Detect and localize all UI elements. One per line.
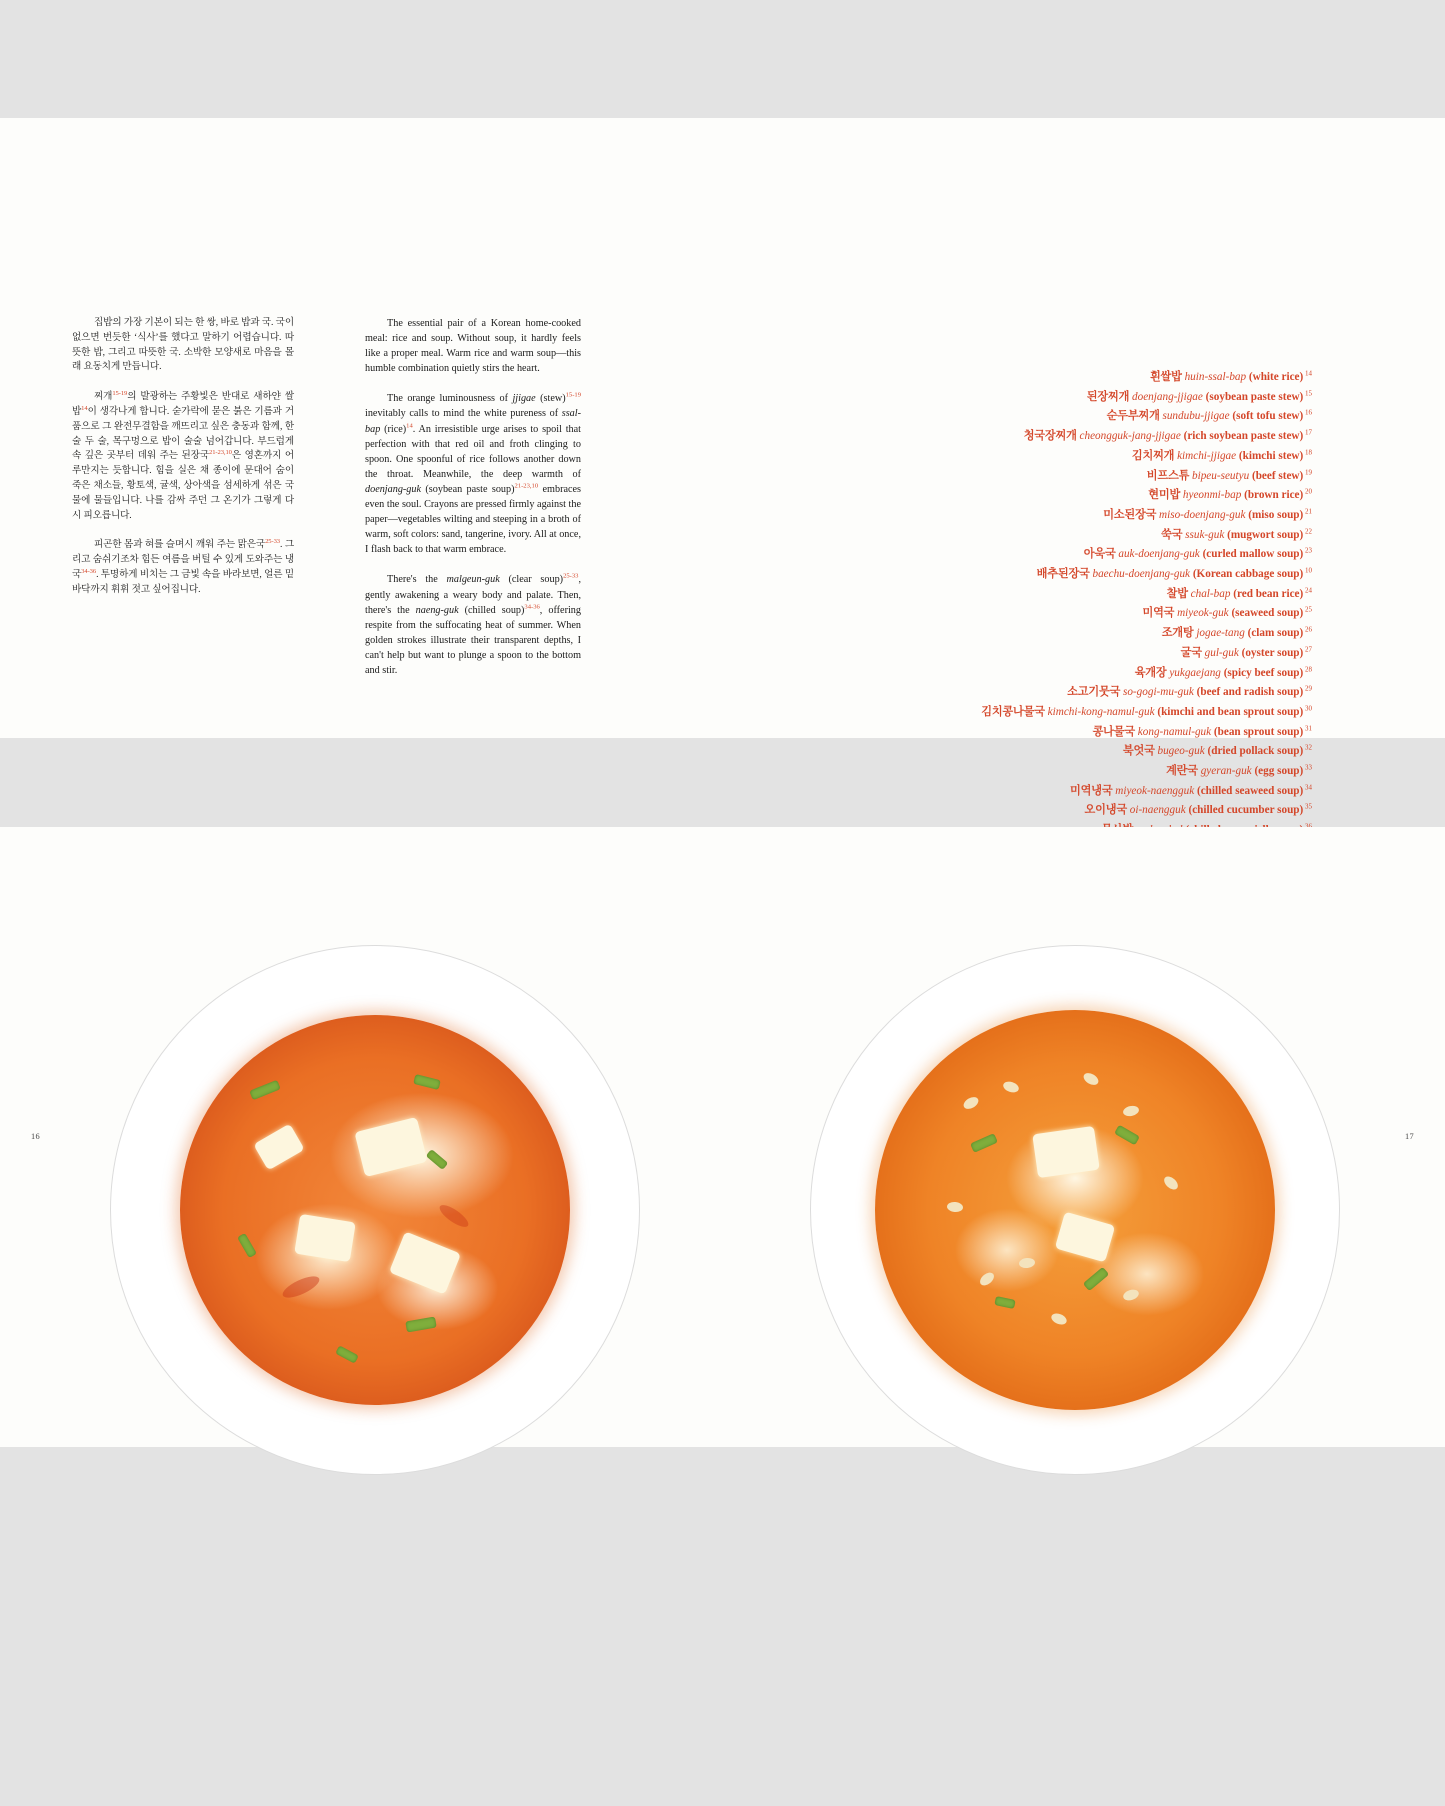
dish-index-entry [712,407,1312,427]
dish-index-number: 14 [1303,369,1312,378]
dish-index-number: 17 [1303,428,1312,437]
chili-fleck [437,1201,472,1230]
dish-english-name: (seaweed soup) [1228,607,1304,620]
dish-index-entry [712,762,1312,782]
dish-korean-name: 굴국 [1180,646,1202,659]
dish-index-entry [712,506,1312,526]
tofu-piece [253,1124,304,1171]
dish-index-entry [712,545,1312,565]
scallion-slice [335,1346,359,1364]
dish-index-entry [712,703,1312,723]
dish-index-entry [712,565,1312,585]
dish-english-name: (chilled cucumber soup) [1185,804,1304,817]
dish-index-entry [712,526,1312,546]
dish-index-number: 16 [1303,408,1312,417]
dish-romanized-name: bugeo-guk [1154,745,1205,758]
dish-korean-name: 계란국 [1166,765,1198,778]
dish-romanized-name: kimchi-jjigae [1174,449,1237,462]
scallion-slice [237,1233,257,1258]
dish-index-entry [712,447,1312,467]
dish-romanized-name: miyeok-guk [1174,607,1229,620]
dish-korean-name: 북엇국 [1122,745,1155,758]
dish-index-number: 21 [1303,507,1312,516]
dish-index-entry [712,467,1312,487]
dish-index-entry [712,388,1312,408]
dish-english-name: (bean sprout soup) [1211,725,1304,738]
dish-korean-name: 청국장찌개 [1023,430,1077,443]
dish-korean-name: 소고기뭇국 [1067,686,1121,699]
dish-romanized-name: cheongguk-jang-jjigae [1076,430,1181,443]
bean-sprout [1019,1257,1036,1269]
dish-english-name: (spicy beef soup) [1220,666,1304,679]
dish-index-entry [712,486,1312,506]
dish-english-name: (brown rice) [1241,489,1304,502]
dish-romanized-name: chal-bap [1187,587,1231,600]
scallion-slice [249,1080,281,1101]
dish-korean-name: 조개탕 [1161,627,1194,640]
dish-romanized-name: huin-ssal-bap [1181,371,1247,383]
english-paragraph: There's the malgeun-guk (clear soup)$^{25-33}$, gently awakening a weary body and palate. Then, there's the naeng-guk (chilled soup)$^{34-36}$, offering respite from the suffocating heat of summer. When golden strokes illustrate their transparent depths, I can't help but want to plunge a spoon to the bottom and stir. [365,573,581,676]
dish-korean-name: 비프스튜 [1146,469,1190,482]
dish-english-name: (mugwort soup) [1224,528,1304,541]
dish-index-number: 28 [1303,664,1312,673]
scallion-slice [994,1296,1015,1309]
dish-english-name: (white rice) [1246,371,1304,383]
dish-english-name: (Korean cabbage soup) [1190,568,1304,581]
folio-page-number-left: 16 [31,1132,40,1141]
dish-index-number: 26 [1303,625,1312,634]
tofu-piece [355,1117,428,1177]
dish-english-name: (kimchi and bean sprout soup) [1154,705,1304,718]
dish-korean-name: 현미밥 [1148,489,1181,502]
kimchi-jjigae-illustration [60,900,690,1520]
dish-index-list [712,368,1312,841]
dish-romanized-name: hyeonmi-bap [1180,489,1242,502]
scallion-slice [1083,1267,1109,1291]
tofu-piece [1055,1212,1115,1263]
dish-korean-name: 김치콩나물국 [981,705,1045,718]
dish-romanized-name: doenjang-jjigae [1129,390,1203,403]
dish-index-number: 34 [1303,783,1312,792]
dish-romanized-name: miyeok-naengguk [1112,784,1195,797]
dish-romanized-name: baechu-doenjang-guk [1089,568,1191,581]
dish-english-name: (soybean paste stew) [1202,390,1304,403]
dish-english-name: (beef stew) [1249,469,1304,482]
dish-korean-name: 찰밥 [1166,587,1188,600]
dish-english-name: (miso soup) [1245,508,1304,521]
dish-index-entry [712,604,1312,624]
dish-index-number: 24 [1303,586,1312,594]
dish-index-number: 25 [1303,605,1312,614]
dish-english-name: (egg soup) [1251,765,1304,778]
kong-namul-guk-illustration [760,900,1390,1520]
dish-index-entry [712,427,1312,447]
dish-index-number: 29 [1303,684,1312,693]
dish-english-name: (clam soup) [1244,627,1304,640]
dish-index-number: 23 [1303,546,1312,555]
dish-korean-name: 흰쌀밥 [1149,371,1182,383]
dish-korean-name: 미역국 [1142,607,1175,620]
bean-sprout [1122,1288,1140,1302]
stew-surface [180,1015,570,1405]
dish-index-entry [712,368,1312,388]
dish-index-number: 15 [1303,388,1312,397]
english-text-column [365,316,581,693]
dish-romanized-name: auk-doenjang-guk [1115,548,1200,561]
dish-index-number: 20 [1303,487,1312,496]
dish-romanized-name: gyeran-guk [1197,765,1252,778]
dish-romanized-name: oi-naengguk [1126,804,1186,817]
scallion-slice [425,1149,448,1170]
dish-english-name: (red bean rice) [1230,587,1304,600]
korean-text-column [72,316,294,613]
bean-sprout [1162,1174,1181,1192]
dish-korean-name: 아욱국 [1083,548,1116,561]
tofu-piece [1032,1126,1100,1178]
dish-korean-name: 김치찌개 [1131,449,1175,462]
dish-index-number: 10 [1303,566,1312,575]
dish-english-name: (soft tofu stew) [1229,410,1304,423]
dish-romanized-name: jogae-tang [1193,627,1245,640]
page-spread-text [0,118,1445,817]
bowl-right [760,900,1390,1520]
dish-index-number: 35 [1303,802,1312,811]
dish-index-number: 18 [1303,448,1312,457]
dish-index-entry [712,664,1312,684]
dish-korean-name: 쑥국 [1161,528,1183,541]
dish-index-entry [712,585,1312,605]
scallion-slice [970,1133,998,1153]
dish-index-number: 30 [1303,704,1312,713]
tofu-piece [294,1214,356,1262]
bean-sprout [1082,1071,1101,1088]
scallion-slice [413,1074,441,1090]
dish-index-entry [712,644,1312,664]
bean-sprout [1050,1311,1069,1326]
dish-korean-name: 배추된장국 [1036,568,1090,581]
korean-paragraph: 피곤한 몸과 혀를 슬며시 깨워 주는 맑은국$^{25-33}$. 그리고 숨쉬기조차 힘든 여름을 버틸 수 있게 도와주는 냉국$^{34-36}$. 투명하게 비치는 그 금빛 속을 바라보면, 얼른 밑바닥까지 휘휘 젓고 싶어집니다. [72,538,295,595]
dish-english-name: (rich soybean paste stew) [1180,430,1304,443]
dish-index-number: 32 [1303,743,1312,752]
dish-index-entry [712,624,1312,644]
dish-romanized-name: gul-guk [1201,646,1239,659]
dish-korean-name: 미소된장국 [1103,508,1157,521]
korean-paragraph: 찌개$^{15-19}$의 발광하는 주황빛은 반대로 새하얀 쌀밥$^{14}$이 생각나게 합니다. 숟가락에 묻은 붉은 기름과 거품으로 그 완전무결함을 깨뜨리고 싶은 충동과 함께, 한 술 두 술, 목구멍으로 밥이 술술 넘어갑니다. 부드럽게 속 깊은 곳부터 데워 주는 된장국$^{21-23,10}$은 영혼까지 어루만지는 듯합니다. 힘을 실은 채 종이에 문대어 숨이 죽은 채소들, 황토색, 귤색, 상아색을 섬세하게 섞은 국물에 물들입니다. 나를 감싸 주던 그 온기가 그렇게 다시 피오릅니다. [72,390,295,521]
dish-korean-name: 오이냉국 [1084,804,1127,817]
bowl-left [60,900,690,1520]
scallion-slice [405,1317,436,1333]
dish-romanized-name: kimchi-kong-namul-guk [1044,705,1155,718]
dish-index-number: 22 [1303,526,1312,535]
folio-page-number-right: 17 [1405,1132,1414,1141]
dish-english-name: (beef and radish soup) [1193,686,1304,699]
bean-sprout [947,1201,964,1212]
bean-sprout [978,1270,997,1288]
dish-romanized-name: yukgaejang [1166,666,1221,679]
dish-romanized-name: sundubu-jjigae [1159,410,1230,423]
bean-sprout [1122,1104,1140,1117]
bean-sprout [962,1095,981,1112]
dish-index-entry [712,801,1312,821]
dish-index-entry [712,683,1312,703]
korean-paragraph: 집밥의 가장 기본이 되는 한 쌍, 바로 밥과 국. 국이 없으면 번듯한 ‘식사’를 했다고 말하기 어렵습니다. 따뜻한 밥, 그리고 따뜻한 국. 소박한 모양새로 마음을 몰래 요동치게 만듭니다. [72,317,294,373]
dish-romanized-name: bipeu-seutyu [1189,469,1250,482]
dish-index-entry [712,742,1312,762]
dish-korean-name: 육개장 [1134,666,1167,679]
dish-index-number: 19 [1303,467,1312,476]
dish-romanized-name: kong-namul-guk [1135,725,1212,738]
dish-korean-name: 순두부찌개 [1106,410,1160,423]
chili-fleck [280,1272,322,1302]
english-paragraph: The essential pair of a Korean home-cooked meal: rice and soup. Without soup, it hardly feels like a proper meal. Warm rice and warm soup—this humble combination quietly stirs the heart. [365,318,581,375]
dish-romanized-name: so-gogi-mu-guk [1120,686,1194,699]
dish-korean-name: 콩나물국 [1092,725,1135,738]
dish-index-number: 27 [1303,645,1312,654]
dish-english-name: (kimchi stew) [1236,449,1304,462]
english-paragraph: The orange luminousness of jjigae (stew)$^{15-19}$ inevitably calls to mind the white pureness of ssal-bap (rice)$^{14}$. An irresistible urge arises to spoil that perfection with that red oil and froth clinging to spoon. One spoonful of rice follows another down the throat. Meanwhile, the deep warmth of doenjang-guk (soybean paste soup)$^{21-23,10}$ embraces even the soul. Crayons are pressed firmly against the paper—vegetables wilting and steeping in a broth of warm, soft colors: sand, tangerine, ivory. All at once, I flash back to that warm embrace. [365,391,581,556]
dish-english-name: (oyster soup) [1238,646,1304,659]
dish-english-name: (curled mallow soup) [1199,548,1304,561]
dish-romanized-name: ssuk-guk [1182,528,1225,541]
dish-index-entry [712,723,1312,743]
scallion-slice [1114,1125,1140,1146]
dish-english-name: (chilled seaweed soup) [1194,784,1304,797]
dish-korean-name: 미역냉국 [1070,784,1113,797]
dish-korean-name: 된장찌개 [1086,390,1130,403]
dish-romanized-name: miso-doenjang-guk [1156,508,1246,521]
dish-english-name: (dried pollack soup) [1204,745,1304,758]
stew-surface [875,1010,1275,1410]
dish-index-number: 31 [1303,723,1312,732]
dish-index-entry [712,782,1312,802]
bean-sprout [1002,1080,1020,1094]
tofu-piece [388,1232,460,1295]
dish-index-number: 33 [1303,763,1312,772]
